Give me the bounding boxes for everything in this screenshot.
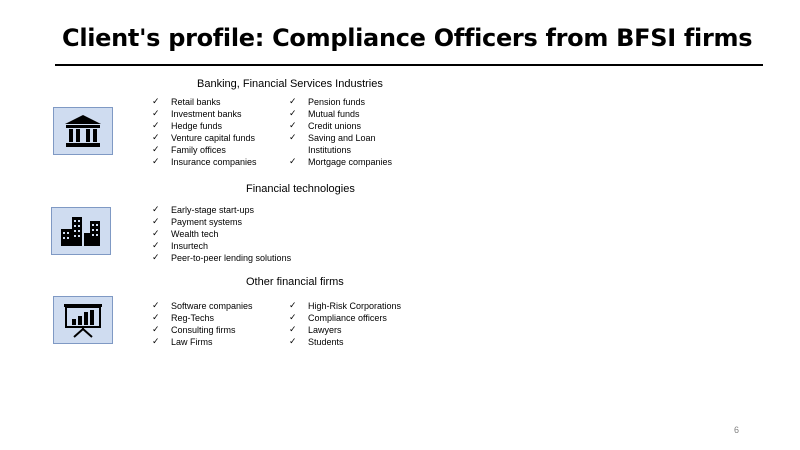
list-item: ✓ Saving and Loan: [289, 133, 376, 143]
list-item: ✓ Consulting firms: [152, 325, 236, 335]
list-item: ✓ High-Risk Corporations: [289, 301, 402, 311]
check-icon: ✓: [152, 97, 160, 107]
check-icon: ✓: [152, 337, 160, 347]
list-item-continuation: Institutions: [308, 145, 352, 155]
list-item: ✓ Pension funds: [289, 97, 366, 107]
check-icon: ✓: [152, 157, 160, 167]
list-item: ✓ Retail banks: [152, 97, 221, 107]
list-item: ✓ Payment systems: [152, 217, 243, 227]
check-icon: ✓: [152, 229, 160, 239]
check-icon: ✓: [152, 313, 160, 323]
check-icon: ✓: [289, 313, 297, 323]
presentation-chart-icon: [63, 302, 103, 338]
slide-title: Client's profile: Compliance Officers from BFSI firms: [62, 24, 753, 52]
section-heading-banking: Banking, Financial Services Industries: [197, 78, 383, 90]
check-icon: ✓: [289, 337, 297, 347]
list-item: ✓ Law Firms: [152, 337, 213, 347]
check-icon: ✓: [152, 109, 160, 119]
title-divider: [55, 64, 763, 66]
city-buildings-icon-box: [51, 207, 111, 255]
check-icon: ✓: [152, 133, 160, 143]
list-item: ✓ Insurtech: [152, 241, 209, 251]
page-number: 6: [734, 425, 740, 435]
check-icon: ✓: [289, 325, 297, 335]
list-item: ✓ Mutual funds: [289, 109, 360, 119]
list-item: ✓ Software companies: [152, 301, 253, 311]
list-item: ✓ Compliance officers: [289, 313, 387, 323]
section-heading-other: Other financial firms: [246, 276, 344, 288]
check-icon: ✓: [152, 301, 160, 311]
check-icon: ✓: [152, 121, 160, 131]
list-item: ✓ Lawyers: [289, 325, 342, 335]
check-icon: ✓: [289, 133, 297, 143]
list-item: ✓ Mortgage companies: [289, 157, 393, 167]
list-item: ✓ Hedge funds: [152, 121, 223, 131]
check-icon: ✓: [289, 97, 297, 107]
list-item: ✓ Reg-Techs: [152, 313, 215, 323]
check-icon: ✓: [152, 217, 160, 227]
list-item: ✓ Wealth tech: [152, 229, 219, 239]
list-item: ✓ Investment banks: [152, 109, 242, 119]
list-item: ✓ Students: [289, 337, 344, 347]
list-item: ✓ Insurance companies: [152, 157, 257, 167]
check-icon: ✓: [152, 325, 160, 335]
check-icon: ✓: [152, 145, 160, 155]
other-list-col2: [289, 300, 401, 348]
presentation-chart-icon-box: [53, 296, 113, 344]
check-icon: ✓: [289, 121, 297, 131]
check-icon: ✓: [152, 241, 160, 251]
list-item: ✓ Peer-to-peer lending solutions: [152, 253, 292, 263]
list-item: ✓ Family offices: [152, 145, 226, 155]
section-heading-fintech: Financial technologies: [246, 183, 355, 195]
banking-list-col2: [289, 96, 392, 168]
check-icon: ✓: [289, 301, 297, 311]
bank-icon-box: [53, 107, 113, 155]
bank-icon: [63, 113, 103, 149]
check-icon: ✓: [152, 253, 160, 263]
other-list-col1: [152, 300, 253, 348]
banking-list-col1: [152, 96, 257, 168]
list-item: ✓ Credit unions: [289, 121, 362, 131]
list-item: ✓ Early-stage start-ups: [152, 205, 255, 215]
city-buildings-icon: [60, 215, 102, 247]
list-item: ✓ Venture capital funds: [152, 133, 256, 143]
fintech-list: [152, 204, 291, 264]
check-icon: ✓: [289, 157, 297, 167]
check-icon: ✓: [289, 109, 297, 119]
check-icon: ✓: [152, 205, 160, 215]
